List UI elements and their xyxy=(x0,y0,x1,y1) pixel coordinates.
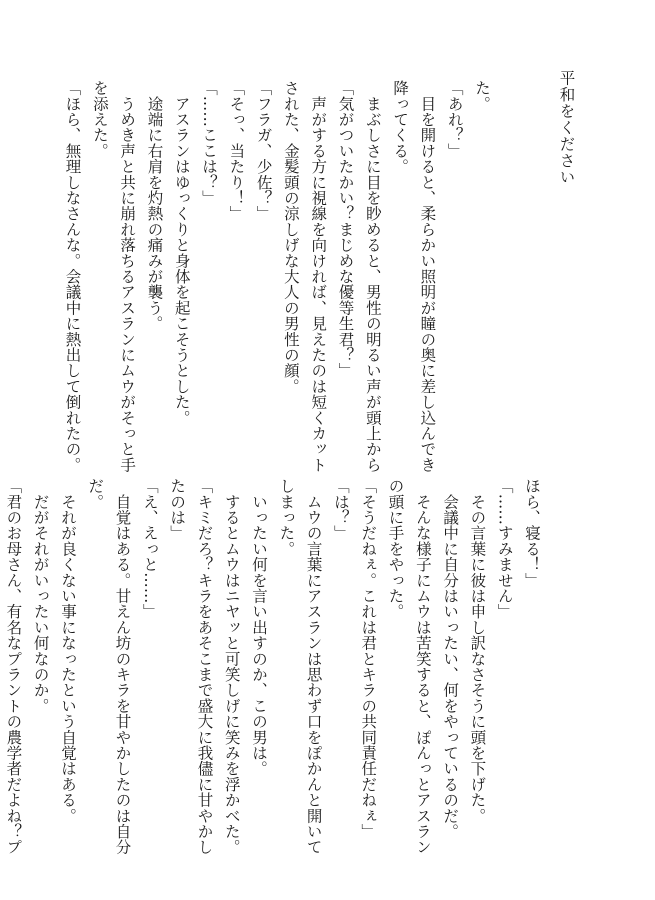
text-line: だ。 xyxy=(86,478,105,510)
text-line: 「気がついたかい？まじめな優等生君？」 xyxy=(336,80,355,379)
text-line: た。 xyxy=(473,80,491,112)
text-line: の頭に手をやった。 xyxy=(386,478,405,620)
text-line: いったい何を言い出すのか、この男は。 xyxy=(250,478,269,777)
text-line: うめき声と共に崩れ落ちるアスランにムウがそっと手 xyxy=(118,80,137,473)
text-line: 目を開けると、柔らかい照明が瞳の奥に差し込んでき xyxy=(418,80,437,473)
text-line: 声がする方に視線を向ければ、見えたのは短くカット xyxy=(309,80,328,473)
text-line: 「ほら、無理しなさんな。会議中に熱出して倒れたの。 xyxy=(63,80,82,473)
text-line: 「君のお母さん、有名なプラントの農学者だよね？プ xyxy=(4,478,23,855)
upper-text-block xyxy=(58,80,495,473)
lower-text-block xyxy=(0,478,545,858)
text-line: 「え、えっと……」 xyxy=(140,478,159,620)
text-line: しまった。 xyxy=(277,478,296,557)
text-line: 途端に右肩を灼熱の痛みが襲う。 xyxy=(145,80,164,332)
text-line: まぶしさに目を眇めると、男性の明るい声が頭上から xyxy=(363,80,382,473)
text-line: を添えた。 xyxy=(90,80,109,159)
text-line: するとムウはニヤッと可笑しげに笑みを浮かべた。 xyxy=(222,478,241,855)
text-line: 「……ここは？」 xyxy=(200,80,219,206)
text-line: ほら、寝る！」 xyxy=(523,478,541,588)
text-line: アスランはゆっくりと身体を起こそうとした。 xyxy=(172,80,191,426)
text-line: 「あれ？」 xyxy=(445,80,464,159)
text-line: 会議中に自分はいったい、何をやっているのだ。 xyxy=(441,478,460,840)
text-line: 「フラガ、少佐？」 xyxy=(254,80,273,222)
text-line: そんな様子にムウは苦笑すると、ぽんっとアスラン xyxy=(413,478,432,855)
text-line: それが良くない事になったという自覚はある。 xyxy=(58,478,77,824)
text-line: だがそれがいったい何なのか。 xyxy=(31,478,50,714)
text-line: 「そっ、当たり！」 xyxy=(227,80,246,222)
text-line: たのは」 xyxy=(168,478,187,541)
text-line: ムウの言葉にアスランは思わず口をぽかんと開いて xyxy=(304,478,323,855)
text-line: 「キミだろ？キラをあそこまで盛大に我儘に甘やかし xyxy=(195,478,214,855)
page-title: 平和をください xyxy=(557,70,576,186)
text-line: 「そうだねぇ。これは君とキラの共同責任だねぇ」 xyxy=(359,478,378,840)
text-line: 降ってくる。 xyxy=(391,80,410,175)
text-line: された、金髪頭の涼しげな大人の男性の顔。 xyxy=(281,80,300,394)
text-line: 「……すみません」 xyxy=(495,478,514,620)
text-line: 「は？」 xyxy=(331,478,350,541)
text-line: 自覚はある。甘えん坊のキラを甘やかしたのは自分 xyxy=(113,478,132,855)
text-line: その言葉に彼は申し訳なさそうに頭を下げた。 xyxy=(468,478,487,824)
